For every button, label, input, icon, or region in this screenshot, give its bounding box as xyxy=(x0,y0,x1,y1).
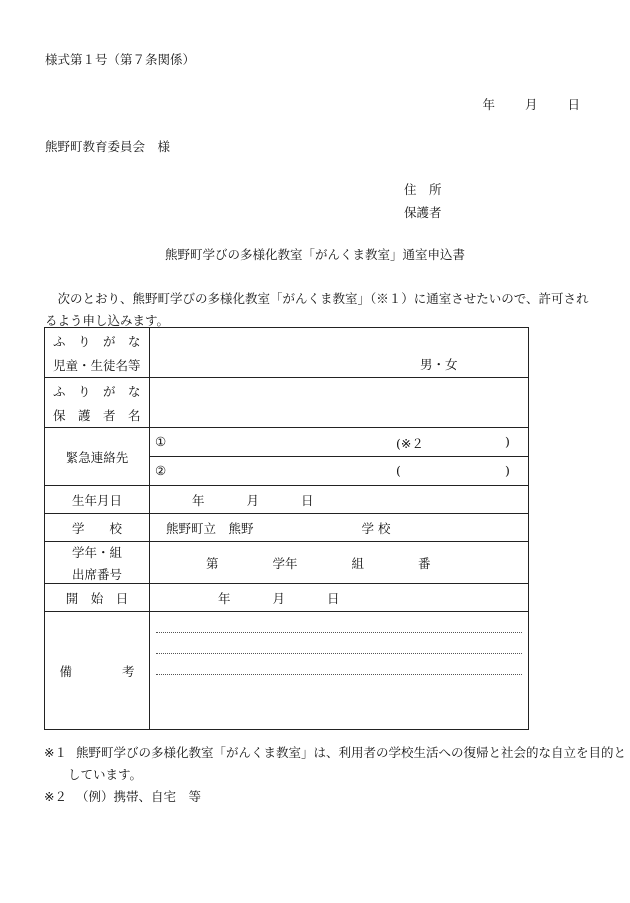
grade-class-label: 学年・組 xyxy=(71,544,122,560)
start-year-unit: 年 xyxy=(218,590,231,606)
birth-year-unit: 年 xyxy=(192,492,205,508)
addressee: 熊野町教育委員会 様 xyxy=(45,139,171,154)
school-field[interactable] xyxy=(150,514,529,542)
gender-choice[interactable]: 男・女 xyxy=(420,357,458,372)
birth-month-unit: 月 xyxy=(246,492,260,508)
grade-number-unit: 番 xyxy=(418,555,431,571)
guardian-name-label: 保 護 者 名 xyxy=(53,407,141,423)
intro-paragraph: 次のとおり、熊野町学びの多様化教室「がんくま教室」（※１）に通室させたいので、許可されるよう申し込みます。 xyxy=(45,291,589,328)
student-name-label-cell xyxy=(45,328,150,378)
footnote-2-text: （例）携帯、自宅 等 xyxy=(76,789,202,804)
start-date-label: 開 始 日 xyxy=(45,584,150,612)
grade-class-unit: 組 xyxy=(351,555,365,571)
emergency-1-marker: ① xyxy=(155,434,167,449)
guardian-label: 保護者 xyxy=(404,205,442,220)
address-label: 住 所 xyxy=(404,182,442,197)
start-month-unit: 月 xyxy=(272,590,286,606)
emergency-1-note: (※２ xyxy=(396,436,424,451)
grade-year-unit: 学年 xyxy=(272,555,298,571)
footnote-1-text: 熊野町学びの多様化教室「がんくま教室」は、利用者の学校生活への復帰と社会的な自立を目的としています。 xyxy=(68,745,627,782)
remarks-line xyxy=(156,612,522,633)
student-furigana-label: ふ り が な xyxy=(53,333,141,349)
footnote-1-mark: ※１ xyxy=(44,745,67,760)
emergency-contact-1-field[interactable] xyxy=(150,428,529,457)
guardian-name-field[interactable] xyxy=(150,378,529,428)
grade-dai: 第 xyxy=(206,555,219,571)
document-title: 熊野町学びの多様化教室「がんくま教室」通室申込書 xyxy=(164,247,465,262)
remarks-line xyxy=(156,654,522,675)
school-prefix: 熊野町立 熊野 xyxy=(166,520,254,536)
remarks-field[interactable] xyxy=(150,612,529,730)
date-month: 月 xyxy=(524,97,538,112)
footnote-1 xyxy=(44,742,628,786)
emergency-contact-label: 緊急連絡先 xyxy=(45,428,150,486)
start-date-field[interactable] xyxy=(150,584,529,612)
footnote-2-mark: ※２ xyxy=(44,789,67,804)
emergency-2-marker: ② xyxy=(155,463,167,478)
school-label: 学 校 xyxy=(45,514,150,542)
emergency-1-close: ) xyxy=(505,434,510,449)
start-day-unit: 日 xyxy=(327,590,340,606)
guardian-furigana-label: ふ り が な xyxy=(53,383,141,399)
remarks-line xyxy=(156,633,522,654)
date-day: 日 xyxy=(567,97,580,112)
form-number: 様式第１号（第７条関係） xyxy=(45,52,196,67)
date-line xyxy=(456,95,580,113)
birth-day-unit: 日 xyxy=(301,492,314,508)
date-year: 年 xyxy=(482,97,495,112)
school-suffix: 学 校 xyxy=(361,520,391,536)
attendance-number-label: 出席番号 xyxy=(71,566,122,582)
birth-date-label: 生年月日 xyxy=(45,486,150,514)
student-name-field[interactable] xyxy=(150,328,529,378)
grade-class-field[interactable] xyxy=(150,542,529,584)
remarks-label: 備 考 xyxy=(45,612,150,730)
grade-class-label-cell xyxy=(45,542,150,584)
application-form-table xyxy=(44,327,529,730)
emergency-2-note: ( xyxy=(396,463,401,478)
student-name-label: 児童・生徒名等 xyxy=(53,357,141,373)
footnote-2 xyxy=(44,786,604,808)
birth-date-field[interactable] xyxy=(150,486,529,514)
emergency-contact-2-field[interactable] xyxy=(150,457,529,486)
guardian-name-label-cell xyxy=(45,378,150,428)
emergency-2-close: ) xyxy=(505,463,510,478)
